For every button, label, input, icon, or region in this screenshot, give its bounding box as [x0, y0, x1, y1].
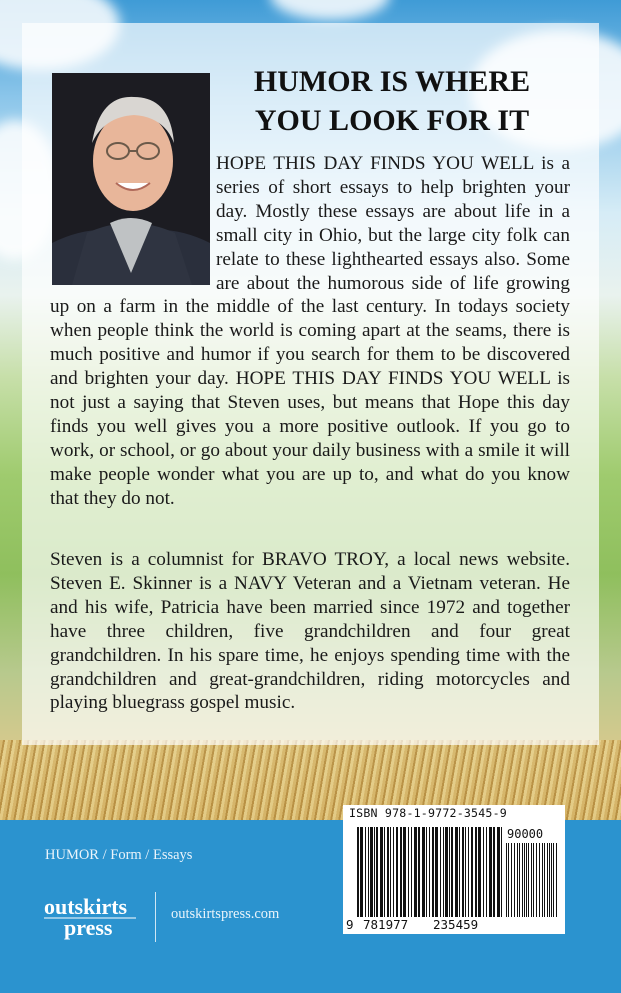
title-line-1: HUMOR IS WHERE	[253, 65, 531, 98]
description-paragraph	[50, 152, 570, 511]
logo-word-2: press	[64, 915, 113, 940]
author-bio-paragraph: Steven is a columnist for BRAVO TROY, a local news website. Steven E. Skinner is a NAVY Veteran and a Vietnam veteran. He and his wife, Patricia have been married since 1972 and together have three children, five grandchildren and four great grandchildren. In his spare time, he enjoys spending time with the grandchildren and great-grandchildren, riding motorcycles and playing bluegrass gospel music.	[50, 549, 570, 714]
barcode-digit-group-1: 781977	[363, 917, 409, 932]
title-line-2: YOU LOOK FOR IT	[254, 104, 530, 137]
outskirts-press-logo	[44, 893, 142, 943]
isbn-number: ISBN 978-1-9772-3545-9	[349, 806, 507, 820]
logo-word-1: outskirts	[44, 894, 128, 919]
barcode-digit-group-2: 235459	[433, 917, 479, 932]
book-headline	[220, 62, 564, 140]
barcode-bars	[357, 827, 502, 917]
category-label: HUMOR / Form / Essays	[45, 847, 193, 863]
addon-barcode-bars	[506, 843, 558, 917]
publisher-website: outskirtspress.com	[171, 906, 280, 922]
description-text: HOPE THIS DAY FINDS YOU WELL is a series of short essays to help brighten your day. Mostly these essays are about life in a small city in Ohio, but the large city folk can relate to these lighthearted essays also. Some are about the humorous side of life growing up on a farm in the middle of the last century. In todays society when people think the world is coming apart at the seams, there is much positive and humor if you search for them to be discovered and brighten your day. HOPE THIS DAY FINDS YOU WELL is not just a saying that Steven uses, but means that Hope this day finds you well gives you a more positive outlook. If you go to work, or school, or go about your daily business with a smile it will make people wonder what you are up to, and what do you know that they do not.	[50, 153, 570, 509]
barcode-lead-digit: 9	[346, 917, 354, 932]
logo-divider	[155, 892, 156, 942]
price-addon-code: 90000	[507, 827, 544, 841]
isbn-barcode	[343, 805, 565, 934]
